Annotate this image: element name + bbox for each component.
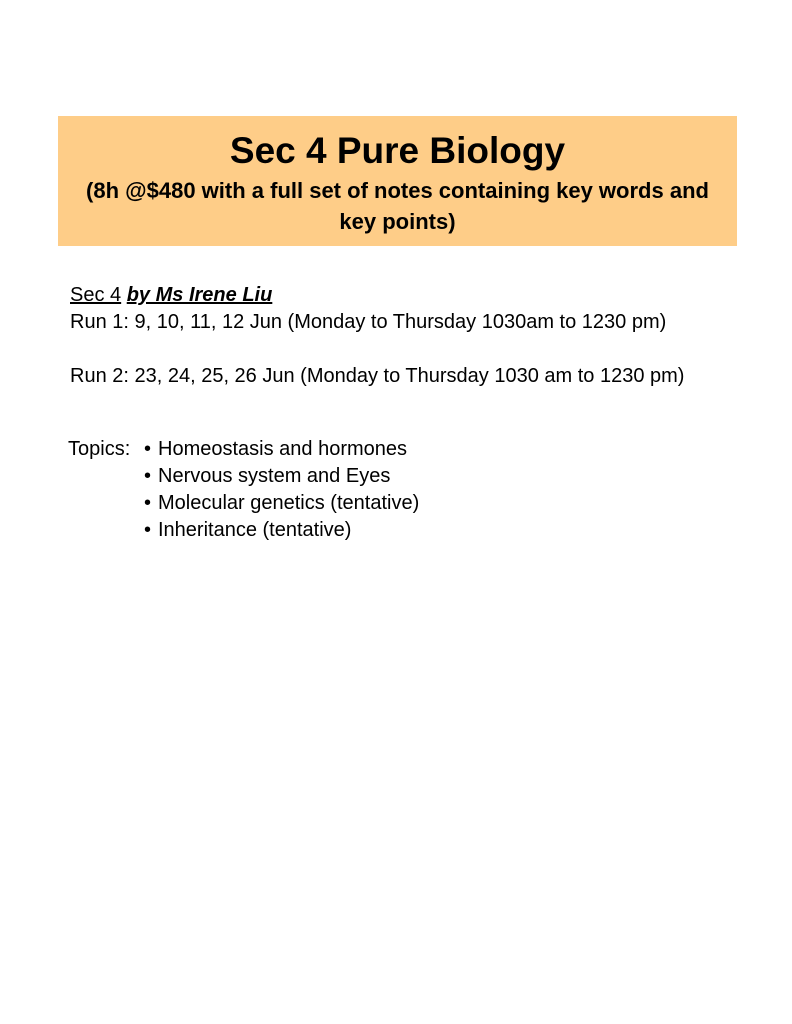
topic-item: • Molecular genetics (tentative) [144,490,419,517]
bullet-icon: • [144,465,152,487]
course-banner [58,116,737,246]
topics-section [68,436,750,544]
bullet-icon: • [144,492,152,514]
course-title: Sec 4 Pure Biology [229,130,566,171]
teacher-heading [70,282,750,309]
bullet-icon: • [144,438,152,460]
topics-label: Topics: [68,438,131,460]
topic-item: • Inheritance (tentative) [144,517,419,544]
course-price-subtitle: (8h @$480 with a full set of notes containing key words and key points) [86,178,709,234]
bullet-icon: • [144,519,152,541]
run-1-schedule: Run 1: 9, 10, 11, 12 Jun (Monday to Thursday 1030am to 1230 pm) [70,311,667,333]
topic-item: • Homeostasis and hormones [144,436,419,463]
run-2-schedule: Run 2: 23, 24, 25, 26 Jun (Monday to Thursday 1030 am to 1230 pm) [70,365,685,387]
course-details [70,282,750,544]
topic-item: • Nervous system and Eyes [144,463,419,490]
level-label: Sec 4 [70,284,122,306]
topic-list [144,436,419,544]
teacher-name: by Ms Irene Liu [126,284,273,306]
